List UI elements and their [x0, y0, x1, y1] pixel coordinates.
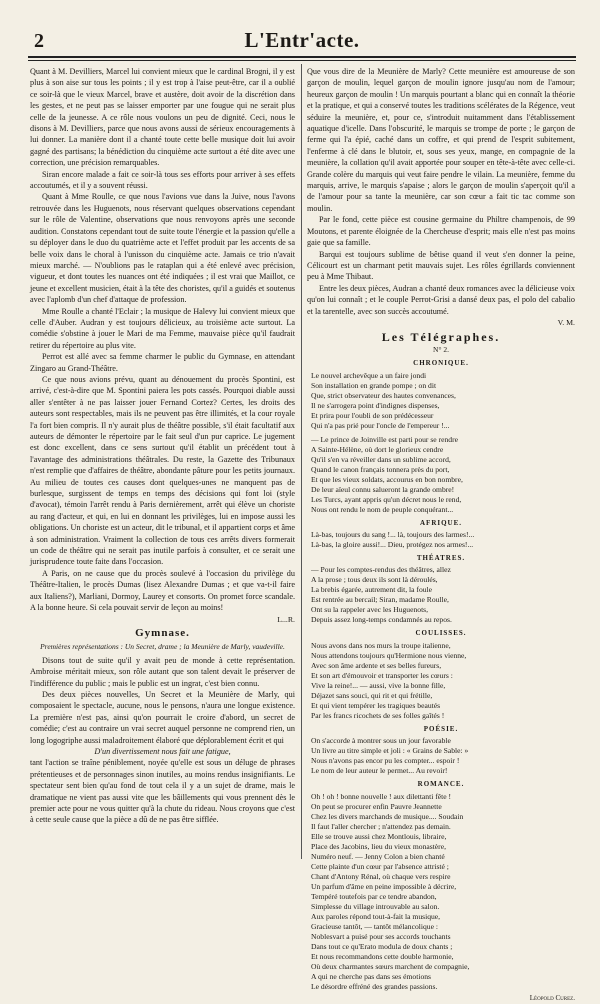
- section-title-gymnase: Gymnase.: [135, 626, 190, 639]
- section-title-telegraphes: Les Télégraphes.: [381, 330, 501, 345]
- verse-line: Que, strict observateur des hautes convenances,: [311, 390, 456, 400]
- page-number: 2: [34, 30, 44, 52]
- verse-line: Et prira pour l'oubli de son prédécesseur: [311, 410, 434, 420]
- verse-line: Les Turcs, ayant appris qu'un décret nous le rend,: [311, 494, 462, 504]
- verse-line: Aux paroles répond tout-à-fait la musique,: [311, 911, 441, 921]
- paragraph: tant l'action se traîne péniblement, noyée qu'elle est sous un déluge de phrases prétentieuses et de personnages sinon inutiles, au moins rendus insignifiants. Le spectateur sent bien qu'au fond de tout cela il y a un sujet de drame, mais le dramatique ne vient pas aussi vite que les bâillements qui vous prennent dès le premier acte pour ne vous quitter qu'à la chute du rideau. Nous croyons que c'est à cette seule cause que la pièce a dû de ne pas être sifflée.: [30, 758, 295, 825]
- verse-line: Qui n'a pas prié pour l'oncle de l'empereur !...: [311, 420, 450, 430]
- verse-block: [307, 371, 575, 515]
- verse-section-heading: THÉATRES.: [416, 553, 466, 562]
- verse-line: Là-bas, la gloire aussi!... Dieu, protégez nos armes!...: [311, 539, 474, 549]
- verse-line: De leur aïeul connu salueront la grande ombre!: [311, 484, 455, 494]
- verse-line: Vive la reine!... — aussi, vive la bonne fille,: [311, 680, 446, 690]
- verse-line: Par les francs ricochets de ses folles gaîtés !: [311, 710, 445, 720]
- header-rule-thin: [28, 60, 576, 61]
- verse-line: Gracieuse tantôt, — tantôt mélancolique :: [311, 921, 438, 931]
- verse-line: Où deux charmantes sœurs marchent de compagnie,: [311, 961, 470, 971]
- verse-line: Quand le canon français tonnera près du port,: [311, 464, 450, 474]
- verse-line: On s'accorde à montrer sous un jour favorable: [311, 736, 451, 746]
- verse-line: Depuis assez long-temps condamnés au repos.: [311, 615, 452, 625]
- section-subtitle: Premières représentations : Un Secret, drame ; la Meunière de Marly, vaudeville.: [40, 642, 285, 652]
- verse-line: A la prose ; tous deux ils sont là déroulés,: [311, 575, 438, 585]
- paragraph: Par le fond, cette pièce est cousine germaine du Philtre champenois, de 99 Moutons, et parente éloignée de la Chercheuse d'esprit; mais elle n'est pas moins gaie que sa famille.: [307, 215, 575, 248]
- verse-line: Dans tout ce qu'Erato modula de doux chants ;: [311, 941, 453, 951]
- verse-line: Ont su la rappeler avec les Huguenots,: [311, 605, 429, 615]
- verse-line: Noblesvart a puisé pour ses accords touchants: [311, 931, 451, 941]
- verse-block: [307, 565, 575, 625]
- verse-section-heading: AFRIQUE.: [419, 518, 463, 527]
- verse-line: Oh ! oh ! bonne nouvelle ! aux dilettanti fête !: [311, 791, 452, 801]
- verse-line: — Le prince de Joinville est parti pour se rendre: [311, 434, 458, 444]
- paragraph: Mme Roulle a chanté l'Eclair ; la musique de Halevy lui convient mieux que celle d'Auber. Audran y est toujours délicieux, au troisième acte surtout. La comédie s'obstine à jouer le Mari de ma Femme, mauvaise pièce qu'il faudrait retirer du répertoire au plus vite.: [30, 306, 295, 350]
- verse-line: Le désordre effréné des grandes passions.: [311, 981, 438, 991]
- paragraph: Quant à Mme Roulle, ce que nous l'avions vue dans la Juive, nous l'avons retrouvée dans les Huguenots, nous réservant quelques observations cependant sur le rôle de Valentine, observations que nous renvoyons après une seconde audition. Constatons cependant tout de suite toute l'énergie et la passion qu'elle a su déployer dans le duo du quatrième acte et l'effet produit par les accents de sa belle voix dans le choral à l'unisson du cinquième acte. Jamais ce trio n'avait mieux marché. — N'oublions pas le rataplan qui a été enlevé avec précision, vigueur, et dont toutes les nuances ont été indiquées ; il est vrai que Maillot, ce jeune et excellent musicien, était à la tête des choristes, qu'il a guidés et soutenus avec l'aplomb d'un chef d'attaque de profession.: [30, 192, 295, 305]
- signature: L...R.: [277, 614, 295, 624]
- paragraph: Perrot est allé avec sa femme charmer le public du Gymnase, en attendant Zingaro au Grand-Théâtre.: [30, 352, 295, 373]
- verse-line: Elle se trouve aussi chez Montlouis, libraire,: [311, 831, 447, 841]
- verse-line: Il faut l'aller chercher ; n'attendez pas demain.: [311, 821, 451, 831]
- verse-line: Qu'il s'en va réveiller dans un sublime accord,: [311, 454, 451, 464]
- paragraph: Entre les deux pièces, Audran a chanté deux romances avec la délicieuse voix qu'on lui connaît ; et le couple Perrot-Grisi a dansé deux pas, el polo del cabalio et la tarentelle, avec son succès accoutumé.: [307, 283, 575, 316]
- paragraph: Barqui est toujours sublime de bêtise quand il veut s'en donner la peine, Célicourt est un charmant petit mauvais sujet. Les rôles égrillards conviennent peu à Mme Thibaut.: [307, 249, 575, 282]
- verse-line: Et que les vieux soldats, accourus en bon nombre,: [311, 474, 463, 484]
- verse-line: Là-bas, toujours du sang !... là, toujours des larmes!...: [311, 529, 475, 539]
- verse-line: Nous avons dans nos murs la troupe italienne,: [311, 640, 451, 650]
- verse-section-heading: COULISSES.: [415, 629, 467, 638]
- signature: V. M.: [557, 317, 575, 327]
- verse-line: La brebis égarée, autrement dit, la foule: [311, 585, 433, 595]
- verse-line: Nous ont rendu le nom de peuple conquérant...: [311, 504, 454, 514]
- verse-line: Et qui vient tempérer les tragiques beautés: [311, 700, 441, 710]
- verse-line: Déjazet sans souci, qui rit et qui frétille,: [311, 690, 433, 700]
- verse-section-heading: CHRONIQUE.: [413, 359, 469, 368]
- verse-line: Cette plainte d'un cœur par l'absence attristé ;: [311, 861, 449, 871]
- verse-line: Le nom de leur auteur le permet... Au revoir!: [311, 766, 448, 776]
- verse-block: [307, 641, 575, 721]
- paragraph: A Paris, on ne cause que du procès soulevé à l'occasion du privilège du Théâtre-Italien, le procès Dumas (lisez Alexandre Dumas ; et que va-t-il faire aux Italiens?), Marliani, Dormoy, Laurey et consorts. On promet force scandale. A la bonne heure. Si cela pouvait servir de leçon au moins!: [30, 568, 295, 613]
- author-signature: Léopold Curez.: [529, 993, 575, 1002]
- verse-line: A Sainte-Hélène, où dort le glorieux cendre: [311, 444, 444, 454]
- verse-line: Chant d'Antony Rénal, où chaque vers respire: [311, 871, 451, 881]
- verse-line: Nous n'avons pas encor pu les compter... espoir !: [311, 756, 460, 766]
- verse-line: — Pour les comptes-rendus des théâtres, allez: [311, 565, 451, 575]
- paragraph: Siran encore malade a fait ce soir-là tous ses efforts pour arriver à ses effets accoutumés, et il y a souvent réussi.: [30, 169, 295, 191]
- paragraph: Quant à M. Devilliers, Marcel lui convient mieux que le cardinal Brogni, il y est plus à son aise sur tous les points ; il y est trop à l'aise peut-être, car il a oublié ce soir-là que le vieux Marcel, brave et austère, doit avoir de la discrétion dans les gestes, et ne peut pas se laisser emporter par une fougue qui ne serait plus celle de la jeunesse. A ce rôle nous voulons un peu de dignité. Ceci, nous le disons à M. Devilliers, parce que nous avons aussi de sérieux encouragements à lui donner. La manière dont il a chanté toute cette belle musique doit lui avoir gagné des partisans; la bénédiction du cinquième acte surtout a été dite avec une correction, une précision remarquables.: [30, 67, 295, 168]
- paragraph: Disons tout de suite qu'il y avait peu de monde à cette représentation. Ambroise méritait mieux, son rôle autant que son talent devait le préserver de l'indifférence du public ; mais le public est un ingrat, c'est bien connu.: [30, 655, 295, 688]
- verse-line: Un parfum d'âme en peine impossible à décrire,: [311, 881, 457, 891]
- header-rule: [28, 56, 576, 58]
- paragraph: Des deux pièces nouvelles, Un Secret et la Meunière de Marly, qui composaient le spectacle, aucune, nous le pensons, n'aura une longue existence. La première n'est pas, ainsi qu'on pourrait le croire d'abord, un secret de comédie; c'est au contraire un vrai secret auquel personne ne comprend rien, un long logogriphe aussi maladroitement élaboré que déplorablement écrit et qui: [30, 689, 295, 745]
- verse-block: [307, 792, 575, 992]
- verse-line: Un livre au titre simple et joli : « Grains de Sable: »: [311, 746, 469, 756]
- verse-line: Chez les divers marchands de musique.... Soudain: [311, 811, 464, 821]
- page-header: [28, 26, 576, 54]
- verse-line: Avec son âme ardente et ses belles fureurs,: [311, 660, 442, 670]
- verse-line: Nous attendons toujours qu'Hermione nous vienne,: [311, 650, 467, 660]
- right-column: [307, 66, 575, 1004]
- verse-line: Et son art d'émouvoir et transporter les cœurs :: [311, 670, 453, 680]
- paragraph: Que vous dire de la Meunière de Marly? Cette meunière est amoureuse de son garçon de moulin, lequel garçon de moulin ignore jusqu'au nom de l'amour; heureux garçon de moulin ! Un marquis pourtant a blanc qui en connaît la théorie et la pratique, et qui a conservé toutes les traditions scélérates de la Régence, veut séduire la meunière, et, pour ce, s'introduit nuitamment dans l'établissement aquatique d'icelle. Dans l'obscurité, le marquis se trompe de porte ; le garçon de ferme qui l'a épié, caché dans un coffre, et qui prend de l'esprit subitement, l'enferme à clé dans le blutoir, et, sous ses yeux, mange, en compagnie de la meunière, la collation qu'il avait apportée pour souper en tête-à-tête avec celle-ci. Grande colère du marquis qui veut faire pendre le vilain. La meunière, femme du marquis, arrive, le marquis s'apaise ; alors le garçon de moulin s'aperçoit qu'il a de l'amour pour sa tante la meunière, car son cœur a fait tic tac comme son moulin.: [307, 67, 575, 213]
- verse-line: Et nous recommandons cette double harmonie,: [311, 951, 454, 961]
- paragraph: Ce que nous avions prévu, quant au dénouement du procès Spontini, est arrivé, c'est-à-dire que M. Spontini paiera les pots cassés. Pourquoi diable aussi aller s'entêter à ne pas laisser jouer Fernand Cortez? Certes, les droits des auteurs sont respectables, mais ils ne peuvent pas être illimités, et la cour royale l'a fort bien compris. Il n'y aurait plus de théâtre possible, s'il était facultatif aux auteurs de démonter le répertoire par le fait seul d'un pur caprice. Le jugement est donc excellent, dans ce sens surtout qu'il établit un précédent tout à l'avantage des administrations théâtrales. Du reste, la Gazette des Tribunaux n'est remplie que d'affaires de théâtre, abondante pâture pour les petits journaux. Au milieu de toutes ces causes dont quelques-unes ne manquent pas de burlesque, surgissent de temps en temps des décisions qui font loi (style d'avocat), témoin l'arrêt rendu à Paris dernièrement, arrêt qui élève un choriste au rang d'acteur, et qui, en lui en donnant les privilèges, lui en impose aussi les obligations. Un choriste est un acteur, dit le tribunal, et il appartient corps et âme à son administration. Vraiment la collection de tous ces arrêts divers formerait un code de théâtre qui ne serait pas inutile parfois à consulter, et ce serait une jurisprudence toute faite dans l'occasion.: [30, 374, 295, 567]
- verse-line: Le nouvel archevêque a un faire jondi: [311, 370, 427, 380]
- verse-line: Il ne s'arrogera point d'indignes dispenses,: [311, 400, 440, 410]
- verse-sections: [307, 358, 575, 991]
- verse-line: A qui ne cherche pas dans ses émotions: [311, 971, 431, 981]
- verse-block: [307, 736, 575, 776]
- column-divider: [301, 64, 302, 859]
- verse-line: Tempéré toutefois par ce tendre abandon,: [311, 891, 437, 901]
- verse-section-heading: ROMANCE.: [417, 780, 465, 789]
- verse-line: Son installation en grande pompe ; on dit: [311, 380, 437, 390]
- quoted-verse: D'un divertissement nous fait une fatigue,: [94, 746, 231, 756]
- verse-block: [307, 530, 575, 550]
- verse-line: On peut se procurer enfin Pauvre Jeannette: [311, 801, 442, 811]
- verse-line: Place des Jacobins, lieu du vieux monastère,: [311, 841, 446, 851]
- verse-line: Simplesse du village introuvable au salon.: [311, 901, 440, 911]
- issue-number: N° 2.: [433, 344, 449, 354]
- verse-line: Est rentrée au bercail; Siran, madame Roulle,: [311, 595, 449, 605]
- left-column: [30, 66, 295, 826]
- journal-title: L'Entr'acte.: [244, 28, 360, 52]
- verse-line: Numéro neuf. — Jenny Colon a bien chanté: [311, 851, 445, 861]
- verse-section-heading: POÉSIE.: [423, 724, 459, 733]
